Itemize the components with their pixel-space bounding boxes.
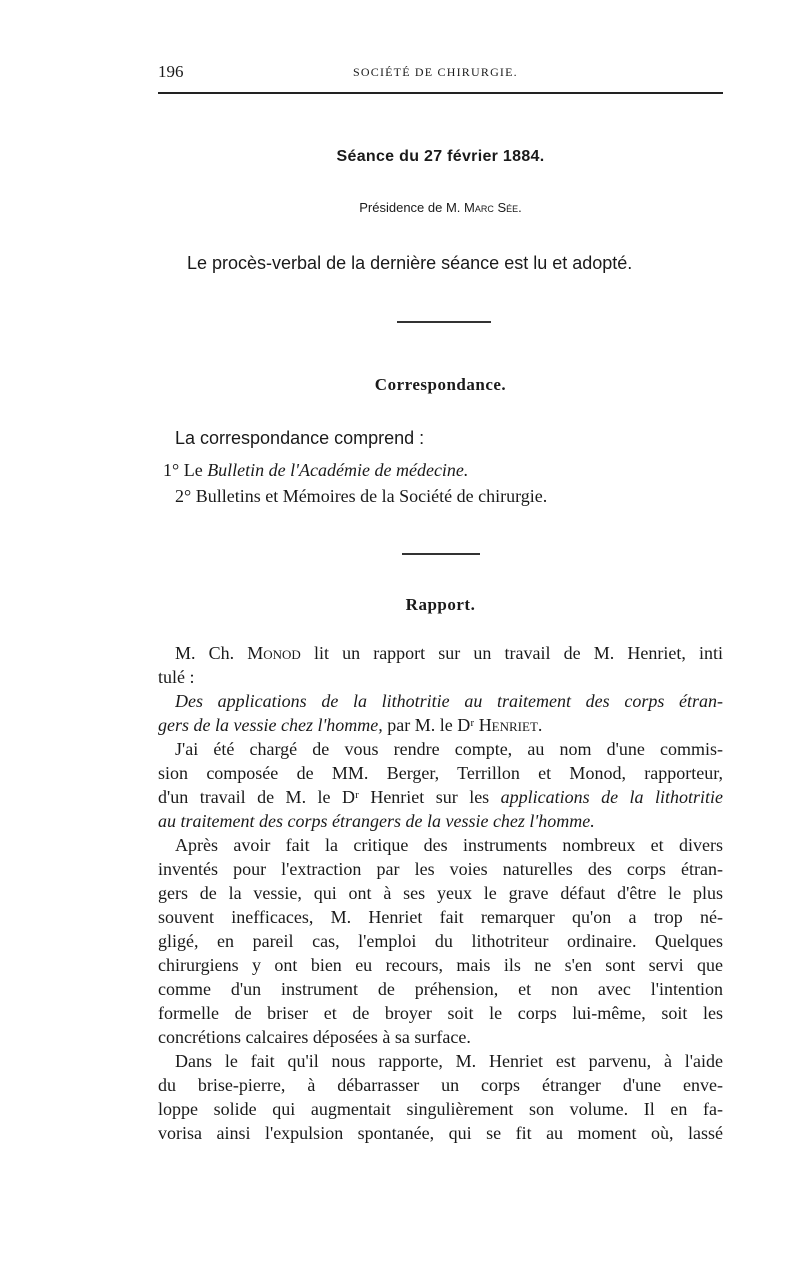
report-line: sion composée de MM. Berger, Terrillon et Monod, rapporteur, (158, 763, 723, 783)
correspondence-heading: Correspondance. (374, 375, 507, 394)
report-line: gers de la vessie, qui ont à ses yeux le grave défaut d'être le plus (158, 883, 723, 903)
report-line: gligé, en pareil cas, l'emploi du lithotriteur ordinaire. Quelques (158, 931, 723, 951)
report-line: vorisa ainsi l'expulsion spontanée, qui se fit au moment où, lassé (158, 1123, 723, 1143)
item-1-prefix: 1° Le (163, 460, 208, 480)
minutes-adopted: Le procès-verbal de la dernière séance est lu et adopté. (187, 253, 633, 273)
report-line: au traitement des corps étrangers de la vessie chez l'homme. (158, 811, 595, 831)
running-title: SOCIÉTÉ DE CHIRURGIE. (353, 65, 518, 79)
presidency-prefix: Présidence de M. (359, 200, 465, 215)
report-line: Dans le fait qu'il nous rapporte, M. Henriet est parvenu, à l'aide (175, 1051, 723, 1071)
report-line: d'un travail de M. le Dʳ Henriet sur les applications de la lithotritie (158, 787, 723, 807)
correspondence-intro: La correspondance comprend : (175, 428, 425, 448)
report-line: formelle de briser et de broyer soit le corps lui-même, soit les (158, 1003, 723, 1023)
section-divider (397, 321, 491, 323)
page-number: 196 (158, 62, 184, 81)
presidency-line (158, 200, 723, 215)
author-name: Monod (247, 643, 301, 663)
report-line: comme d'un instrument de préhension, et non avec l'intention (158, 979, 723, 999)
report-heading: Rapport. (405, 595, 476, 614)
section-divider (402, 553, 480, 555)
running-head (158, 58, 723, 86)
author-name: Henriet. (478, 715, 543, 735)
report-line: M. Ch. Monod lit un rapport sur un travail de M. Henriet, inti (175, 643, 723, 663)
correspondence-item-2: 2° Bulletins et Mémoires de la Société de chirurgie. (175, 486, 548, 506)
report-line: J'ai été chargé de vous rendre compte, au nom d'une commis- (175, 739, 723, 759)
item-1-title: Bulletin de l'Académie de médecine. (207, 460, 469, 480)
president-name: Marc Sée. (464, 200, 522, 215)
report-line: chirurgiens y ont bien eu recours, mais ils ne s'en sont servi que (158, 955, 723, 975)
report-line: Après avoir fait la critique des instruments nombreux et divers (175, 835, 723, 855)
report-work-title: Des applications de la lithotritie au traitement des corps étran- (175, 691, 723, 711)
report-line: souvent inefficaces, M. Henriet fait remarquer qu'on a trop né- (158, 907, 723, 927)
report-line: inventés pour l'extraction par les voies naturelles des corps étran- (158, 859, 723, 879)
report-line: loppe solide qui augmentait singulièrement son volume. Il en fa- (158, 1099, 723, 1119)
report-line: du brise-pierre, à débarrasser un corps étranger d'une enve- (158, 1075, 723, 1095)
correspondence-item-1 (163, 460, 468, 481)
report-line: gers de la vessie chez l'homme, par M. le Dʳ Henriet. (158, 715, 543, 735)
header-rule (158, 92, 723, 94)
session-title: Séance du 27 février 1884. (336, 148, 545, 165)
report-line: concrétions calcaires déposées à sa surface. (158, 1027, 471, 1047)
report-line: tulé : (158, 667, 195, 687)
